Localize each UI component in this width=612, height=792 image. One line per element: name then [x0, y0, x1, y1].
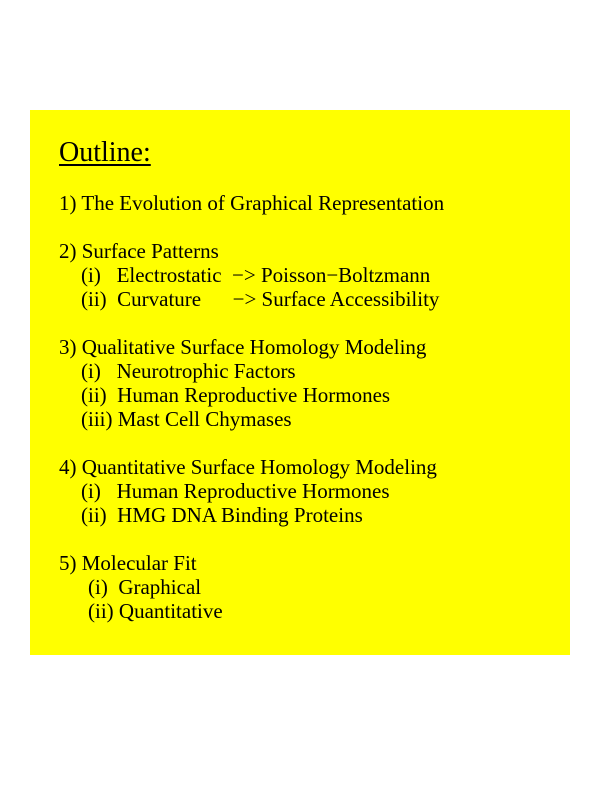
section-3-item-1: (i) Neurotrophic Factors [81, 359, 296, 383]
section-5-heading: 5) Molecular Fit [59, 551, 197, 575]
section-4-item-2: (ii) HMG DNA Binding Proteins [81, 503, 363, 527]
section-2-heading: 2) Surface Patterns [59, 239, 219, 263]
section-2-item-1: (i) Electrostatic −> Poisson−Boltzmann [81, 263, 431, 287]
section-5-item-2: (ii) Quantitative [88, 599, 223, 623]
outline-title: Outline: [59, 137, 151, 168]
section-4-item-1: (i) Human Reproductive Hormones [81, 479, 390, 503]
section-4-heading: 4) Quantitative Surface Homology Modeling [59, 455, 437, 479]
section-3-item-3: (iii) Mast Cell Chymases [81, 407, 292, 431]
section-1-heading: 1) The Evolution of Graphical Representation [59, 191, 445, 215]
section-5-item-1: (i) Graphical [88, 575, 202, 599]
section-2-item-2: (ii) Curvature −> Surface Accessibility [81, 287, 440, 311]
section-3-item-2: (ii) Human Reproductive Hormones [81, 383, 391, 407]
section-3-heading: 3) Qualitative Surface Homology Modeling [59, 335, 427, 359]
